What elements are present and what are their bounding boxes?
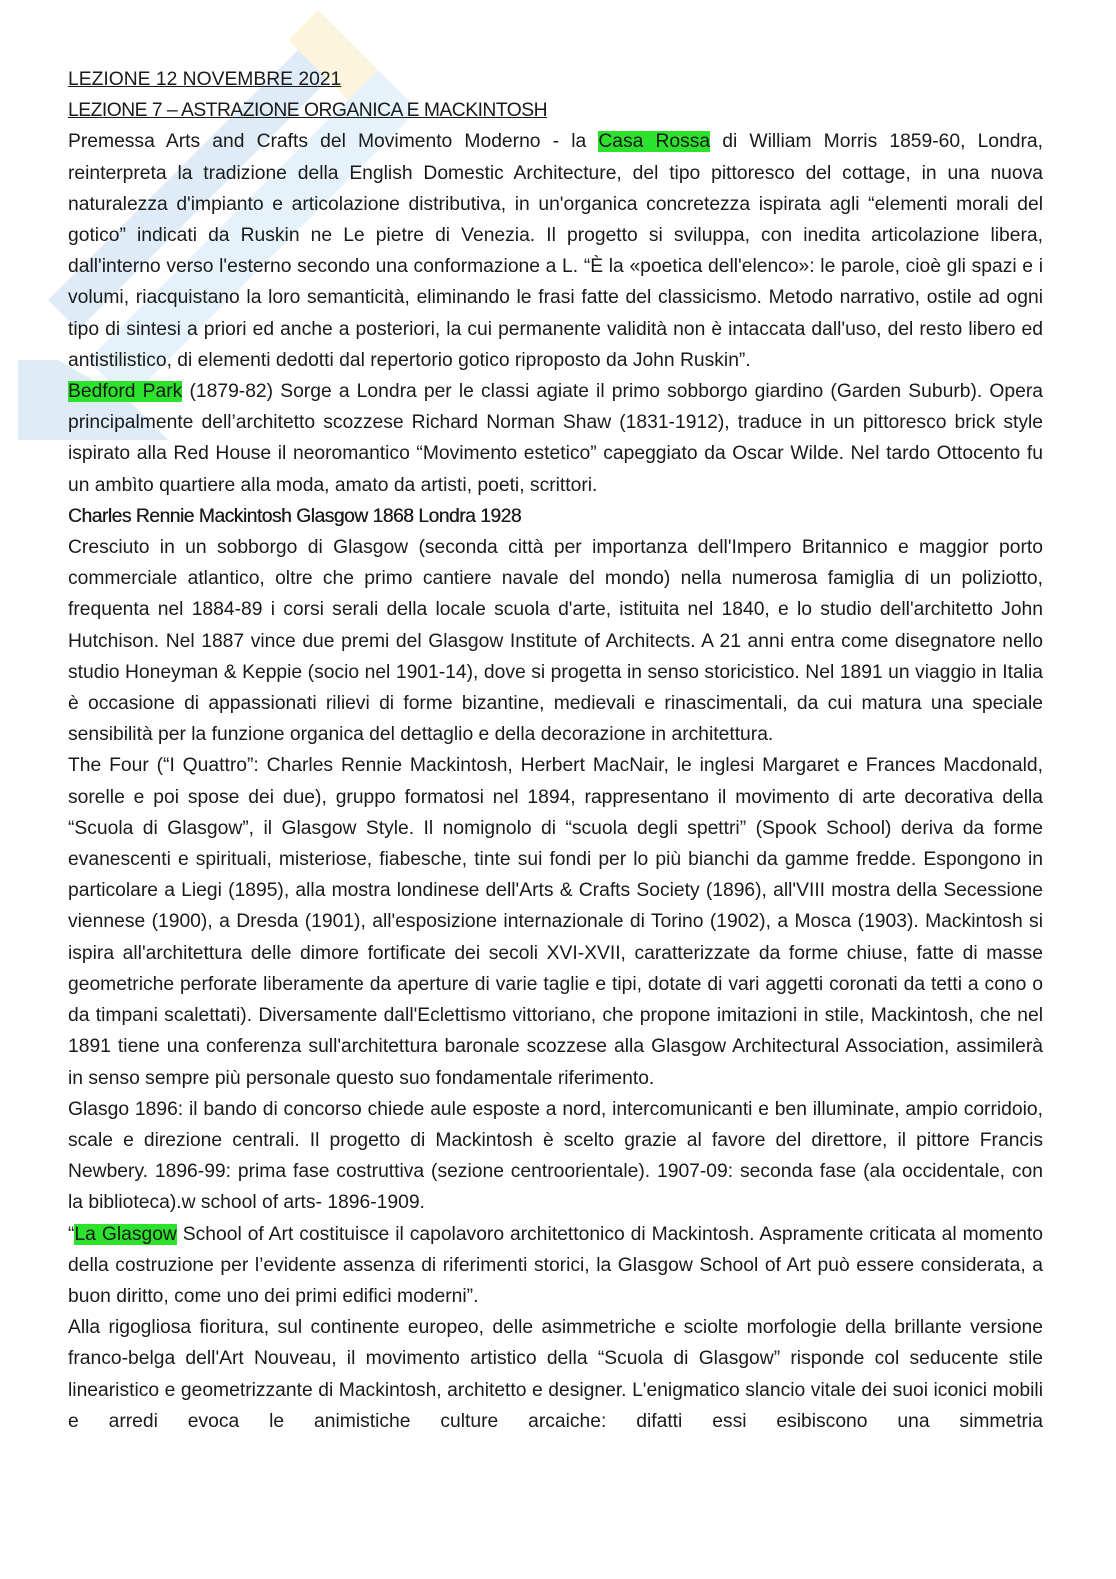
- paragraph-text: “: [68, 1223, 75, 1245]
- lesson-date: LEZIONE 12 NOVEMBRE 2021: [68, 69, 342, 90]
- paragraph-bedford-park: [68, 376, 1043, 501]
- highlight-bedford-park: Bedford Park: [68, 381, 183, 403]
- paragraph-glasgow-competition: Glasgo 1896: il bando di concorso chiede aule esposte a nord, intercomunicanti e ben illuminate, ampio corridoio, scale e direzione centrali. Il progetto di Mackintosh è scelto grazie al favore del direttore, il pittore Francis Newbery. 1896-99: prima fase costruttiva (sezione centroorientale). 1907-09: seconda fase (ala occidentale, con la biblioteca).w school of arts- 1896-1909.: [68, 1098, 1043, 1214]
- paragraph-text: School of Art costituisce il capolavoro architettonico di Mackintosh. Aspramente criticata al momento della costruzione per l’evidente assenza di riferimenti storici, la Glasgow School of Art può essere considerata, a buon diritto, come uno dei primi edifici moderni”.: [68, 1223, 1043, 1307]
- paragraph-text: Premessa Arts and Crafts del Movimento Moderno - la: [68, 131, 599, 153]
- paragraph-the-four: The Four (“I Quattro”: Charles Rennie Mackintosh, Herbert MacNair, le inglesi Margaret e Frances Macdonald, sorelle e poi spose dei due), gruppo formatosi nel 1894, rappresentano il movimento di arte decorativa della “Scuola di Glasgow”, il Glasgow Style. Il nomignolo di “scuola degli spettri” (Spook School) deriva da forme evanescenti e spirituali, misteriose, fiabesche, tinte sui fondi per lo più bianchi da gamme fredde. Espongono in particolare a Liegi (1895), alla mostra londinese dell'Arts & Crafts Society (1896), all'VIII mostra della Secessione viennese (1900), a Dresda (1901), all'esposizione internazionale di Torino (1902), a Mosca (1903). Mackintosh si ispira all'architettura delle dimore fortificate dei secoli XVI-XVII, caratterizzate da forme chiuse, fatte di masse geometriche perforate liberamente da aperture di varie taglie e tipi, dotate di vari aggetti coronati da tetti a cono o da timpani scalettati). Diversamente dall'Eclettismo vittoriano, che propone imitazioni in stile, Mackintosh, che nel 1891 tiene una conferenza sull'architettura baronale scozzese alla Glasgow Architectural Association, assimilerà in senso sempre più personale questo suo fondamentale riferimento.: [68, 755, 1043, 1089]
- paragraph-text: (1879-82) Sorge a Londra per le classi agiate il primo sobborgo giardino (Garden Suburb). Opera principalmente dell’architetto scozzese Richard Norman Shaw (1831-1912), traduce in un pittoresco brick style ispirato alla Red House il neoromantico “Movimento estetico” capeggiato da Oscar Wilde. Nel tardo Ottocento fu un ambìto quartiere alla moda, amato da artisti, poeti, scrittori.: [68, 381, 1043, 496]
- paragraph-casa-rossa: [68, 126, 1043, 376]
- paragraph-glasgow-school-of-art: [68, 1219, 1043, 1313]
- lesson-title: LEZIONE 7 – ASTRAZIONE ORGANICA E MACKINTOSH: [68, 100, 548, 122]
- paragraph-biography: Cresciuto in un sobborgo di Glasgow (seconda città per importanza dell'Impero Britannico e maggior porto commerciale atlantico, oltre che primo cantiere navale del mondo) nella numerosa famiglia di un poliziotto, frequenta nel 1884-89 i corsi serali della locale scuola d'arte, istituita nel 1840, e lo studio dell'architetto John Hutchison. Nel 1887 vince due premi del Glasgow Institute of Architects. A 21 anni entra come disegnatore nello studio Honeyman & Keppie (socio nel 1901-14), dove si progetta in senso storicistico. Nel 1891 un viaggio in Italia è occasione di appassionati rilievi di forme bizantine, medievali e rinascimentali, da cui matura una speciale sensibilità per la funzione organica del dettaglio e della decorazione in architettura.: [68, 537, 1043, 746]
- document-body: [68, 64, 1043, 1437]
- highlight-la-glasgow: La Glasgow: [74, 1223, 177, 1245]
- paragraph-art-nouveau: Alla rigogliosa fioritura, sul continente europeo, delle asimmetriche e sciolte morfologie della brillante versione franco-belga dell'Art Nouveau, il movimento artistico della “Scuola di Glasgow” risponde col seducente stile linearistico e geometrizzante di Mackintosh, architetto e designer. L'enigmatico slancio vitale dei suoi iconici mobili e arredi evoca le animistiche culture arcaiche: difatti essi esibiscono una simmetria: [68, 1317, 1043, 1432]
- section-heading-mackintosh: Charles Rennie Mackintosh Glasgow 1868 Londra 1928: [68, 505, 522, 527]
- highlight-casa-rossa: Casa Rossa: [598, 131, 711, 153]
- paragraph-text: di William Morris 1859-60, Londra, reinterpreta la tradizione della English Domestic Architecture, del tipo pittoresco del cottage, in una nuova naturalezza d'impianto e articolazione distributiva, in un'organica concretezza ispirata agli “elementi morali del gotico” indicati da Ruskin ne Le pietre di Venezia. Il progetto si sviluppa, con inedita articolazione libera, dall'interno verso l'esterno secondo una conformazione a L. “È la «poetica dell'elenco»: le parole, cioè gli spazi e i volumi, riacquistano la loro semanticità, eliminando le frasi fatte del classicismo. Metodo narrativo, ostile ad ogni tipo di sintesi a priori ed anche a posteriori, la cui permanente validità non è intaccata dall'uso, del resto libero ed antistilistico, di elementi dedotti dal repertorio gotico riproposto da John Ruskin”.: [68, 131, 1043, 371]
